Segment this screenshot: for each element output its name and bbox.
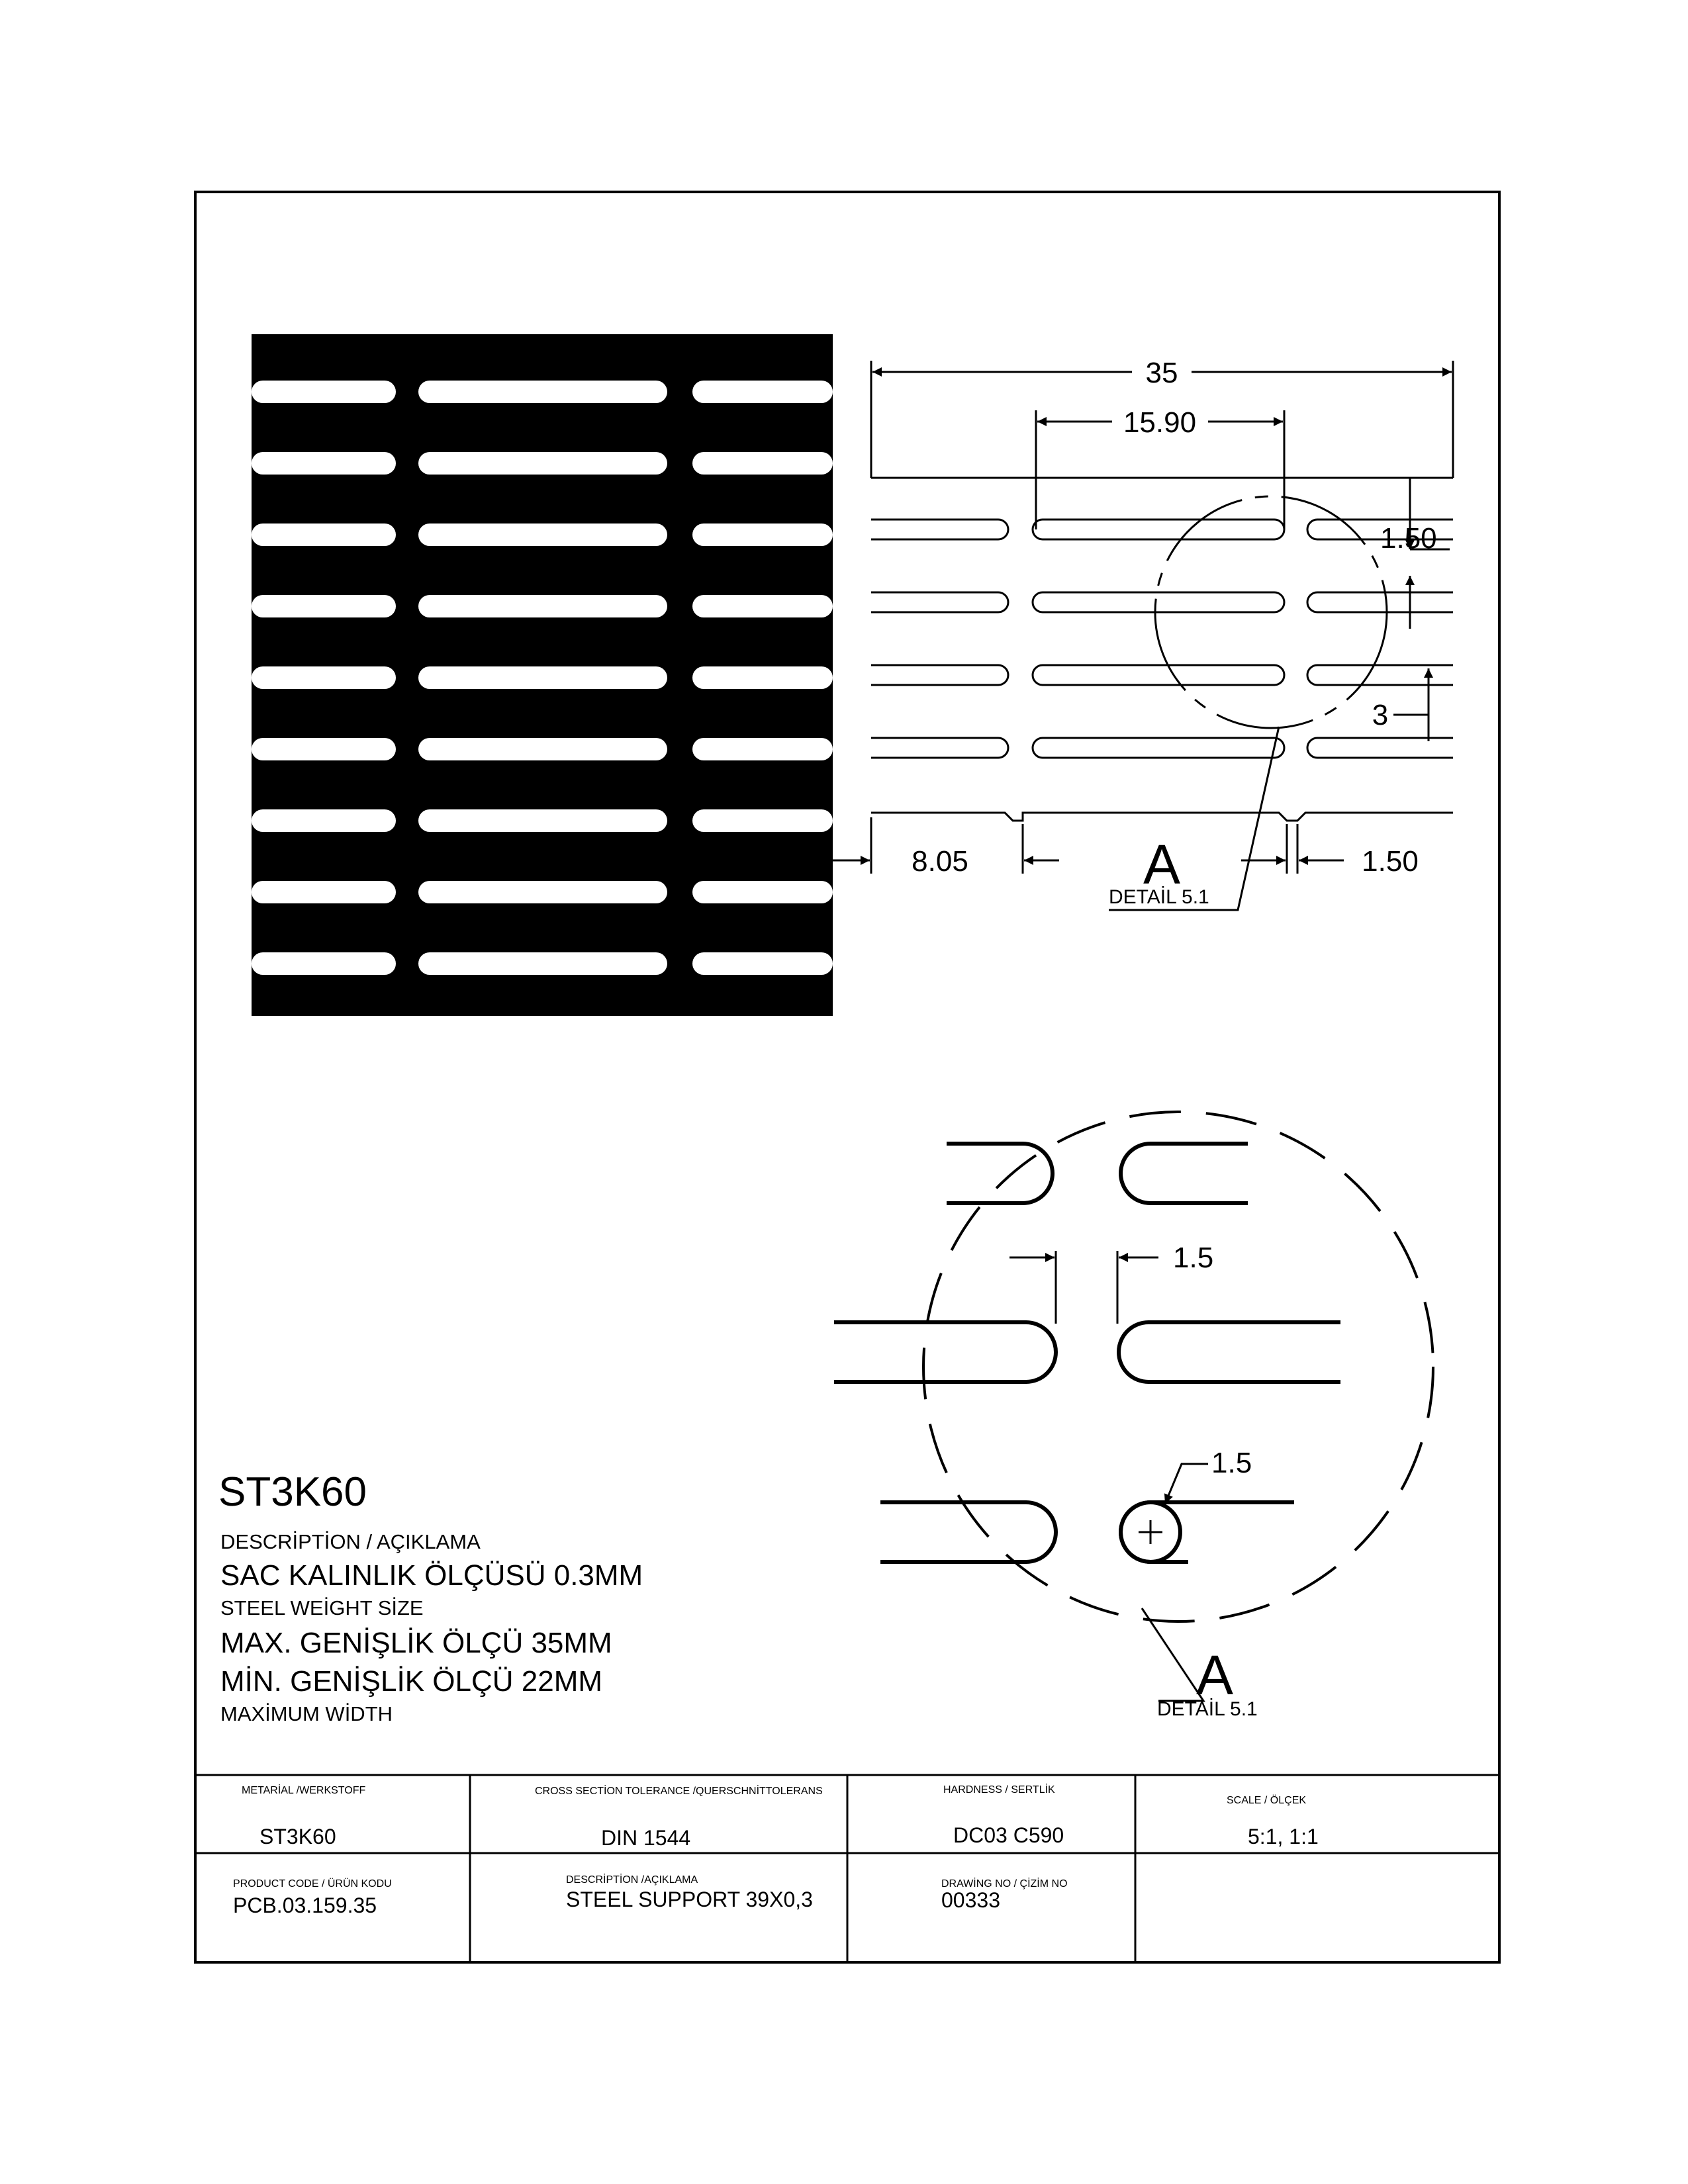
strip-preview <box>252 334 833 1016</box>
material-label: METARİAL /WERKSTOFF <box>242 1785 366 1796</box>
scale-value: 5:1, 1:1 <box>1248 1825 1319 1848</box>
material-value: ST3K60 <box>259 1825 336 1848</box>
dimension-pitch <box>1380 478 1450 629</box>
preview-slot <box>252 881 396 903</box>
notes-line-1: SAC KALINLIK ÖLÇÜSÜ 0.3MM <box>220 1559 643 1592</box>
outline-slot <box>1033 665 1284 685</box>
outline-slot <box>1033 738 1284 758</box>
detail-detail-label: DETAİL 5.1 <box>1157 1698 1258 1720</box>
notes-line-2: STEEL WEİGHT SİZE <box>220 1596 424 1619</box>
product-code-label: PRODUCT CODE / ÜRÜN KODU <box>233 1878 392 1889</box>
outline-slot <box>1033 592 1284 612</box>
preview-slot <box>692 666 833 689</box>
preview-slot <box>418 809 667 832</box>
notes-block <box>218 1469 643 1725</box>
preview-slot <box>692 809 833 832</box>
preview-slot <box>692 595 833 617</box>
tolerance-value: DIN 1544 <box>601 1826 691 1850</box>
notes-line-5: MAXİMUM WİDTH <box>220 1702 393 1725</box>
notes-line-3: MAX. GENİŞLİK ÖLÇÜ 35MM <box>220 1627 612 1659</box>
description-label: DESCRİPTİON /AÇIKLAMA <box>566 1874 698 1886</box>
detail-dim-web-label: 1.5 <box>1173 1242 1214 1274</box>
preview-slot <box>418 881 667 903</box>
preview-slot <box>252 809 396 832</box>
preview-slot <box>418 452 667 475</box>
preview-slot <box>252 738 396 760</box>
outline-slot <box>871 665 1008 685</box>
outline-slot <box>871 592 1008 612</box>
dim-35-label: 35 <box>1145 357 1178 389</box>
description-value: STEEL SUPPORT 39X0,3 <box>566 1888 813 1911</box>
dim-8-05-label: 8.05 <box>912 845 968 878</box>
section-detail-label: DETAİL 5.1 <box>1109 886 1209 908</box>
preview-slot <box>692 452 833 475</box>
outline-slot <box>1033 520 1284 539</box>
scale-label: SCALE / ÖLÇEK <box>1227 1795 1307 1806</box>
preview-slot <box>252 381 396 403</box>
notes-description-label: DESCRİPTİON / AÇIKLAMA <box>220 1530 481 1553</box>
preview-slot <box>252 452 396 475</box>
dimension-bottom <box>833 817 1419 878</box>
preview-slot <box>692 952 833 975</box>
preview-slot <box>692 738 833 760</box>
preview-slot <box>252 595 396 617</box>
dimension-gap <box>1372 668 1429 741</box>
notes-line-4: MİN. GENİŞLİK ÖLÇÜ 22MM <box>220 1665 603 1698</box>
preview-slot <box>692 523 833 546</box>
dim-pitch-label: 1.50 <box>1380 522 1437 555</box>
tolerance-label: CROSS SECTİON TOLERANCE /QUERSCHNİTTOLERANS <box>535 1786 823 1797</box>
preview-slot <box>418 666 667 689</box>
detail-callout <box>1109 496 1387 910</box>
dim-1-50-label: 1.50 <box>1362 845 1419 878</box>
title-block <box>195 1775 1499 1962</box>
dimension-slot-length <box>1036 406 1284 529</box>
drawing-no-label: DRAWİNG NO / ÇİZİM NO <box>941 1878 1068 1889</box>
preview-slot <box>418 952 667 975</box>
detail-view <box>834 1112 1433 1720</box>
preview-slot <box>692 381 833 403</box>
drawing-no-value: 00333 <box>941 1888 1000 1912</box>
preview-slot <box>418 523 667 546</box>
detail-letter-a: A <box>1196 1644 1234 1706</box>
product-code-value: PCB.03.159.35 <box>233 1893 377 1917</box>
preview-slot <box>252 523 396 546</box>
preview-slot <box>252 666 396 689</box>
outline-slot <box>871 520 1008 539</box>
preview-slot <box>252 952 396 975</box>
section-letter-a: A <box>1143 833 1181 895</box>
preview-slot <box>418 738 667 760</box>
outline-slot <box>1307 665 1453 685</box>
dim-3-label: 3 <box>1372 699 1389 731</box>
outline-slot <box>1307 592 1453 612</box>
preview-slot <box>692 881 833 903</box>
hardness-label: HARDNESS / SERTLİK <box>943 1784 1055 1796</box>
outline-slot <box>1307 738 1453 758</box>
part-name: ST3K60 <box>218 1469 367 1515</box>
dim-15-90-label: 15.90 <box>1123 406 1197 439</box>
detail-dim-slot-label: 1.5 <box>1211 1447 1252 1479</box>
preview-slot <box>418 595 667 617</box>
outline-slot <box>871 738 1008 758</box>
preview-slot <box>418 381 667 403</box>
hardness-value: DC03 C590 <box>953 1823 1064 1847</box>
